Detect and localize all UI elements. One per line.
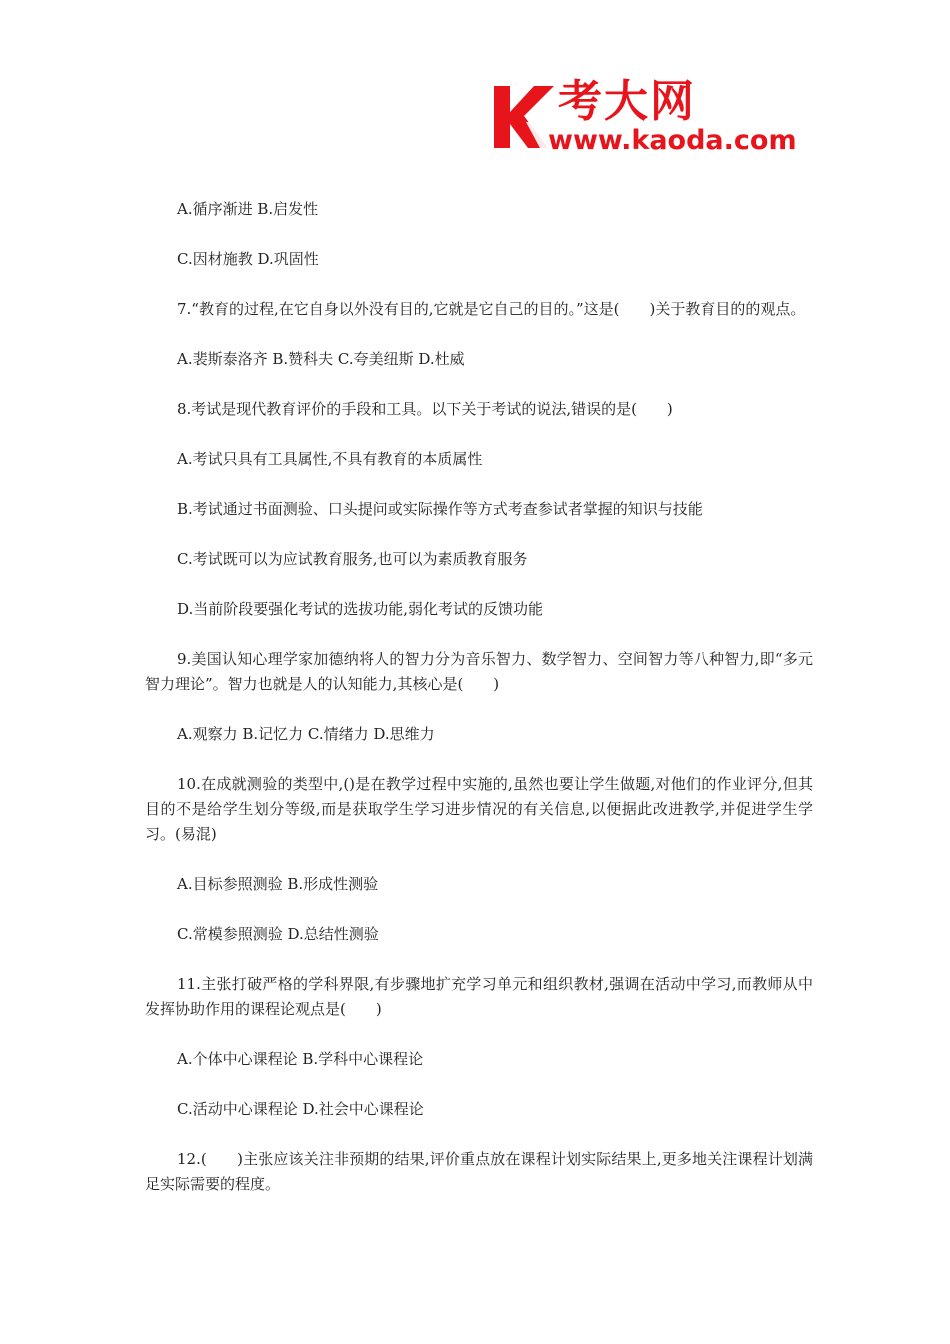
question-9: 9.美国认知心理学家加德纳将人的智力分为音乐智力、数学智力、空间智力等八种智力,即“多元智力理论”。智力也就是人的认知能力,其核心是( ) [145,650,813,693]
question-11: 11.主张打破严格的学科界限,有步骤地扩充学习单元和组织教材,强调在活动中学习,而教师从中发挥协助作用的课程论观点是( ) [145,975,813,1018]
answer-options-line: A.观察力 B.记忆力 C.情绪力 D.思维力 [177,725,435,743]
question-12: 12.( )主张应该关注非预期的结果,评价重点放在课程计划实际结果上,更多地关注课程计划满足实际需要的程度。 [145,1150,813,1193]
question-8: 8.考试是现代教育评价的手段和工具。以下关于考试的说法,错误的是( ) [177,400,673,418]
answer-options-line: A.裴斯泰洛齐 B.赞科夫 C.夸美纽斯 D.杜威 [177,350,465,368]
answer-option: B.考试通过书面测验、口头提问或实际操作等方式考查参试者掌握的知识与技能 [177,500,703,518]
kaoda-logo [490,78,820,160]
question-10: 10.在成就测验的类型中,()是在教学过程中实施的,虽然也要让学生做题,对他们的作业评分,但其目的不是给学生划分等级,而是获取学生学习进步情况的有关信息,以便据此改进教学,并促进学生学习。(易混) [145,775,813,843]
answer-options-line: C.活动中心课程论 D.社会中心课程论 [177,1100,424,1118]
answer-options-line: C.因材施教 D.巩固性 [177,250,319,268]
document-body [145,197,813,1197]
logo-url: www.kaoda.com [548,125,797,156]
answer-options-line: A.循序渐进 B.启发性 [177,200,319,218]
answer-options-line: A.目标参照测验 B.形成性测验 [177,875,379,893]
answer-options-line: A.个体中心课程论 B.学科中心课程论 [177,1050,424,1068]
question-7: 7.“教育的过程,在它自身以外没有目的,它就是它自己的目的。”这是( )关于教育目的的观点。 [177,300,806,318]
answer-options-line: C.常模参照测验 D.总结性测验 [177,925,379,943]
answer-option: C.考试既可以为应试教育服务,也可以为素质教育服务 [177,550,528,568]
answer-option: D.当前阶段要强化考试的选拔功能,弱化考试的反馈功能 [177,600,544,618]
answer-option: A.考试只具有工具属性,不具有教育的本质属性 [177,450,483,468]
logo-brand-name: 考大网 [558,76,696,127]
